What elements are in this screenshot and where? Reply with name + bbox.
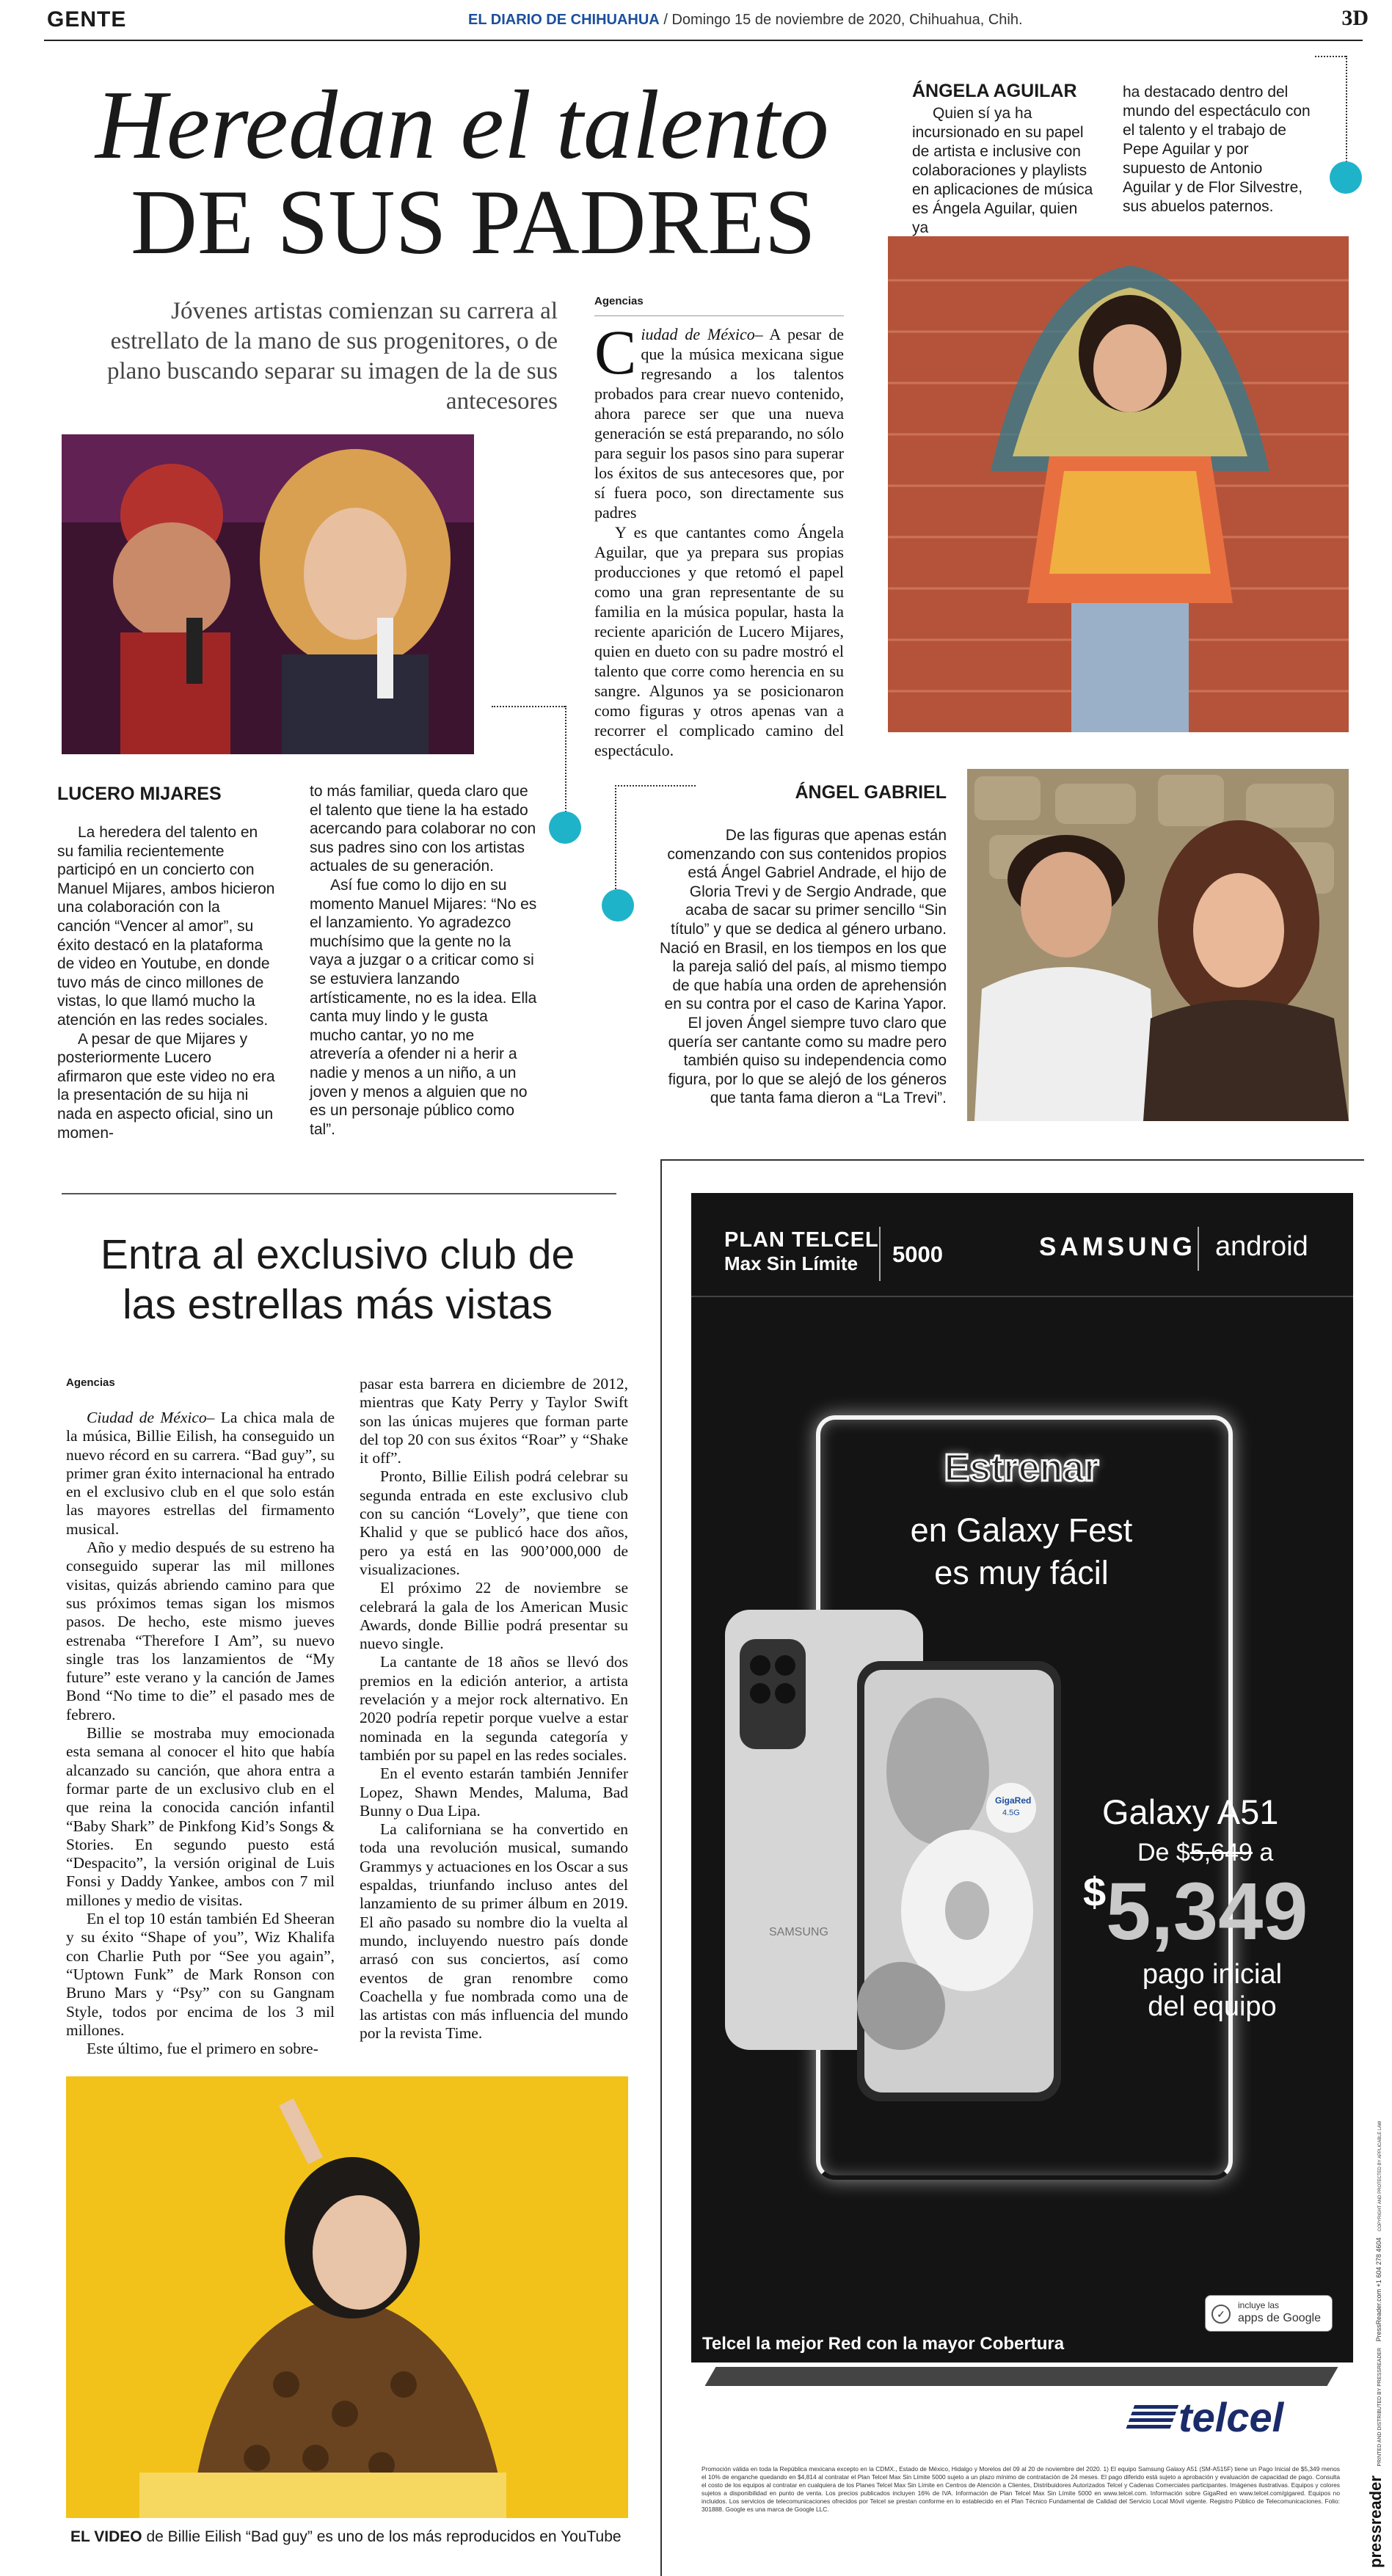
ad-brand-divider	[1198, 1227, 1199, 1271]
ad-pago-line2: del equipo	[1148, 1991, 1277, 2022]
ad-price	[1083, 1868, 1308, 1956]
pressreader-strip	[1366, 2120, 1388, 2568]
story2-lead-paragraph	[66, 1409, 335, 1539]
story1-byline: Agencias	[594, 295, 644, 307]
ad-plan-block	[724, 1228, 879, 1275]
photo-lucero-mijares	[62, 434, 474, 754]
lucero-paragraph-1: La heredera del talento en su familia recientemente participó en un concierto con Manuel Mijares, ambos hicieron una colaboración con la canción “Vencer al amor”, su éxito destacó en la plataforma de video en Youtube, en donde tuvo más de cinco millones de vistas, lo que llamó mucho la atención en las redes sociales.	[57, 824, 275, 1029]
story1-body	[594, 317, 844, 760]
telcel-logo	[1130, 2393, 1283, 2439]
dropcap: C	[594, 317, 637, 387]
paper-name: EL DIARIO DE CHIHUAHUA	[468, 12, 660, 28]
telcel-logo-text: telcel	[1178, 2394, 1284, 2440]
yellow-backdrop-portrait-illustration	[66, 2076, 628, 2518]
stage-performers-illustration	[62, 434, 474, 754]
byline-rule	[594, 315, 844, 316]
story2-paragraph: Billie se mostraba muy emocionada esta semana al conocer el hito que había alcanzado su canción, que ahora entra a formar parte de un exclusivo club en el que reina la conocida canción infantil “Baby Shark” de Pinkfong Kid’s Songs & Stories. En segundo puesto está “Despacito”, la versión original de Luis Fonsi y Daddy Yankee, ambos con 7 mil millones y medio de visitas.	[66, 1724, 335, 1909]
story2-paragraph: Año y medio después de su estreno ha conseguido superar las mil millones visitas, quizás abriendo camino para que sus próximos temas sigan los mismos pasos. De hecho, este mismo jueves estrenaba “Therefore I Am”, su nuevo single tras los lanzamientos de “My future” este verano y la canción de James Bond “No time to die” el pasado mes de febrero.	[66, 1539, 335, 1723]
angel-text	[653, 826, 947, 1108]
masthead	[468, 12, 1023, 29]
ad-headline-line2: en Galaxy Fest	[910, 1511, 1133, 1549]
phone-back-brand: SAMSUNG	[769, 1926, 828, 1938]
pressreader-text	[1366, 2120, 1385, 2568]
caption-text: de Billie Eilish “Bad guy” es uno de los más reproducidos en YouTube	[142, 2528, 622, 2545]
story2-paragraph: En el top 10 están también Ed Sheeran y su éxito “Shape of you”, Wiz Khalifa con Charlie Puth por “See you again”, “Uptown Funk” de Mark Ronson con Bruno Mars y “Psy” con su Gangnam Style, todos por encima de los 3 mil millones.	[66, 1910, 335, 2039]
header-rule	[44, 40, 1363, 41]
story1-paragraph: Y es que cantantes como Ángela Aguilar, que ya prepara sus propias producciones y que retomó el papel como una gran representante de su familia en la música popular, hasta la reciente aparición de Lucero Mijares, quien en dueto con su padre mostró el talento que corre como herencia en su sangre. Algunos ya se posicionaron como figuras y otros apenas van a recorrer el complicado camino del espectáculo.	[594, 523, 844, 759]
story2-col1	[66, 1409, 335, 2058]
lead-text: A pesar de que la música mexicana sigue regresando a los talentos probados para crear nuevo contenido, ahora parece ser que una nueva generación se está preparando, no sólo para seguir los pasos sino para superar los éxitos de sus antecesores que, por sí fuera poco, son directamente sus padres	[594, 325, 844, 522]
lucero-text-col1	[57, 823, 277, 1142]
story2-col2	[360, 1375, 628, 2043]
gigared-badge-sub: 4.5G	[1002, 1809, 1020, 1817]
lucero-paragraph-4: Así fue como lo dijo en su momento Manuel Mijares: “No es el lanzamiento. Yo agradezco muchísimo que la gente no la vaya a juzgar o a criticar como si se estuviera lanzando artísticamente, no es la idea. Ella canta muy lindo y le gusta mucho cantar, yo no me atrevería a ofender ni a herir a nadie y menos a un niño, a un joven y menos a alguien que no es un personaje público como tal”.	[310, 876, 537, 1138]
pressreader-line1: PRINTED AND DISTRIBUTED BY PRESSREADER	[1377, 2347, 1382, 2467]
ad-old-price-prefix: De $	[1137, 1839, 1190, 1867]
section-name: GENTE	[47, 7, 127, 32]
pressreader-logo: pressreader	[1366, 2475, 1385, 2568]
lucero-paragraph-2: A pesar de que Mijares y posteriormente Lucero afirmaron que este video no era la presentación de su hija ni nada en aspecto oficial, sino un momen-	[57, 1030, 275, 1142]
ad-model-name: Galaxy A51	[1102, 1792, 1279, 1831]
pressreader-line3: COPYRIGHT AND PROTECTED BY APPLICABLE LAW	[1378, 2120, 1382, 2232]
ad-price-dollar: $	[1083, 1869, 1107, 1915]
connector-line-angela-v	[1346, 56, 1347, 164]
angela-paragraph-1: Quien sí ya ha incursionado en su papel de artista e inclusive con colaboraciones y playlists en aplicaciones de música es Ángela Aguilar, quien ya	[912, 105, 1093, 236]
telcel-logo-icon	[1126, 2405, 1178, 2430]
google-apps-badge	[1205, 2295, 1333, 2332]
android-logo: android	[1215, 1231, 1308, 1262]
ad-headline-estrenar: Estrenar	[944, 1447, 1099, 1489]
photo-caption	[70, 2528, 643, 2546]
ad-headline-line3: es muy fácil	[934, 1554, 1109, 1591]
google-badge-line1: incluye las	[1238, 2300, 1280, 2310]
dateline: iudad de México–	[641, 325, 763, 343]
deck: Jóvenes artistas comienzan su carrera al estrellato de la mano de sus progenitores, o de plano buscando separar su imagen de la de sus antecesores	[107, 298, 558, 415]
ad-fine-print: Promoción válida en toda la República mexicana excepto en la CDMX., Estado de México, Hidalgo y Morelos del 09 al 20 de noviembre del 2020. 1) El equipo Samsung Galaxy A51 (SM-A515F) tiene un Pago Inicial de $5,349 menos el 10% de enganche quedando en $4,814 al contratar el Plan Telcel Max Sin Límite 5000 sujeto a un plazo mínimo de contratación de 24 meses. El pago diferido está sujeto a aprobación y evaluación de capacidad de pago. Consulta el costo de los equipos al contratar en cualquiera de los Planes Telcel Max Sin Límite en Centros de Atención a Clientes, Distribuidores Autorizados Telcel y Cadenas Comerciales participantes. Imágenes ilustrativas. Equipos y colores sujetos a disponibilidad en punto de venta. Los precios publicados incluyen 16% de IVA. Información de Plan Telcel Max Sin Límite 5000 en www.telcel.com. Información sobre GigaRed en www.telcel.com/gigared. Equipos no incluidos. Los servicios de telecomunicaciones ofrecidos por Telcel se prestan conforme en lo establecido en el Plan Técnico Fundamental de Calidad del Servicio Local Móvil vigente. Registro Público de Telecomunicaciones. Folio: 301888. Google es una marca de Google LLC.	[702, 2465, 1340, 2513]
angel-gabriel-heading: ÁNGEL GABRIEL	[795, 782, 947, 803]
ad-old-price: 5,649	[1189, 1839, 1253, 1867]
story2-paragraph: pasar esta barrera en diciembre de 2012, mientras que Katy Perry y Taylor Swift son las únicas mujeres que forman parte del top 20 con sus éxitos “Roar” y “Shake it off”.	[360, 1375, 628, 1467]
ad-plan-divider	[879, 1227, 881, 1281]
connector-line-lucero	[492, 706, 565, 707]
section-rule	[62, 1193, 616, 1194]
photo-billie-eilish	[66, 2076, 628, 2518]
ad-old-price-line	[1137, 1839, 1273, 1867]
story2-paragraph: La cantante de 18 años se llevó dos premios en la edición anterior, a artista revelación y a mejor rock alternativo. En 2020 podría repetir porque vuelve a estar nominada en la segunda categoría y también por su papel en las redes sociales.	[360, 1653, 628, 1764]
ad-pago-line1: pago inicial	[1142, 1959, 1283, 1990]
accent-dot-angela	[1330, 161, 1362, 194]
photo-angela-aguilar	[888, 236, 1349, 732]
connector-line-angela	[1315, 56, 1346, 57]
story2-paragraph: El próximo 22 de noviembre se celebrará la gala de los American Music Awards, donde Billie podrá presentar su nuevo single.	[360, 1579, 628, 1653]
angel-paragraph-2: El joven Ángel siempre tuvo claro que quería ser cantante como su madre pero también quiso su independencia como figura, por lo que se alejó de los géneros que tanta fama dieron a “La Trevi”.	[668, 1014, 947, 1107]
ad-plan-name: PLAN TELCEL	[724, 1228, 879, 1252]
stone-wall-portrait-illustration	[967, 769, 1349, 1121]
issue-date: / Domingo 15 de noviembre de 2020, Chihuahua, Chih.	[663, 12, 1023, 28]
samsung-logo: SAMSUNG	[1039, 1233, 1196, 1261]
story2-paragraph: En el evento estarán también Jennifer Lopez, Shawn Mendes, Maluma, Bad Bunny o Dua Lipa.	[360, 1765, 628, 1820]
angel-paragraph-1: De las figuras que apenas están comenzando con sus contenidos propios está Ángel Gabriel Andrade, el hijo de Gloria Trevi y de Sergio Andrade, que acaba de sacar su primer sencillo “Sin título” y que se dedica al género urbano. Nació en Brasil, en los tiempos en los que la pareja salió del país, al mismo tiempo de que había una orden de aprehensión en su contra por el caso de Karina Yapor.	[659, 827, 947, 1013]
ad-price-value: 5,349	[1106, 1867, 1308, 1957]
story2-paragraph: Pronto, Billie Eilish podrá celebrar su segunda entrada en este exclusivo club con su canción “Lovely”, que tiene con Khalid y que se publicó hace dos años, pero ya está en las 900’000,000 de visualizaciones.	[360, 1467, 628, 1578]
brick-wall-portrait-illustration	[888, 236, 1349, 732]
story1-lead-paragraph	[594, 317, 844, 522]
lucero-text-col2	[310, 782, 537, 1139]
pressreader-line2: PressReader.com +1 604 278 4604	[1375, 2237, 1382, 2342]
story2-paragraph: Este último, fue el primero en sobre-	[87, 2040, 318, 2058]
photo-angel-gabriel	[967, 769, 1349, 1121]
samsung-telcel-ad[interactable]	[691, 1193, 1353, 2362]
story2-dateline: Ciudad de México–	[87, 1409, 215, 1426]
accent-dot-lucero	[549, 811, 581, 844]
headline-line2: DE SUS PADRES	[131, 172, 816, 274]
lucero-mijares-heading: LUCERO MIJARES	[57, 784, 222, 804]
angela-paragraph-2: ha destacado dentro del mundo del espectáculo con el talento y el trabajo de Pepe Aguilar y por supuesto de Antonio Aguilar y de Flor Silvestre, sus abuelos paternos.	[1123, 84, 1311, 215]
ad-plan-number: 5000	[892, 1241, 943, 1267]
ad-plan-sub: Max Sin Límite	[724, 1252, 859, 1274]
ad-top-rule	[691, 1296, 1353, 1297]
headline-line1: Heredan el talento	[95, 70, 829, 179]
story2-lead-text: La chica mala de la música, Billie Eilish, ha conseguido un nuevo récord en su carrera. “Bad guy”, su primer gran éxito internacional ha entrado en el exclusivo club en el que solo están las mayores estrellas del firmamento musical.	[66, 1409, 335, 1538]
angela-text-col2	[1123, 83, 1313, 216]
story2-headline: Entra al exclusivo club de las estrellas más vistas	[100, 1231, 575, 1328]
caption-lead: EL VIDEO	[70, 2528, 142, 2545]
galaxy-a51-phones	[718, 1595, 1099, 2109]
ad-tagline: Telcel la mejor Red con la mayor Cobertura	[702, 2334, 1065, 2354]
gigared-badge: GigaRed	[995, 1795, 1032, 1806]
connector-line-angel-v	[615, 785, 616, 895]
angela-text-col1	[912, 104, 1096, 238]
check-icon: ✓	[1211, 2305, 1231, 2324]
accent-dot-angel	[602, 889, 634, 922]
story2-byline: Agencias	[66, 1376, 115, 1389]
google-badge-line2: apps de Google	[1238, 2312, 1321, 2324]
ad-old-price-suffix: a	[1252, 1839, 1274, 1867]
connector-line-lucero-v	[565, 706, 566, 814]
lucero-paragraph-3: to más familiar, queda claro que el talento que tiene la ha estado acercando para colaborar no con sus padres sino con los artistas actuales de su generación.	[310, 783, 536, 875]
angela-aguilar-heading: ÁNGELA AGUILAR	[912, 81, 1077, 101]
ad-stripe	[704, 2367, 1338, 2386]
page-number: 3D	[1341, 6, 1369, 30]
connector-line-angel	[615, 785, 696, 787]
story2-paragraph: La californiana se ha convertido en toda una revolución musical, sumando Grammys y actuaciones en los Oscar a sus espaldas, triunfando incluso antes del lanzamiento de su primer álbum en 2019. El año pasado su nombre dio la vuelta al mundo, incluyendo nuestro país donde arrasó con sus conciertos, así como eventos de gran renombre como Coachella y fue nombrada como una de las artistas con más influencia del mundo por la revista Time.	[360, 1820, 628, 2043]
